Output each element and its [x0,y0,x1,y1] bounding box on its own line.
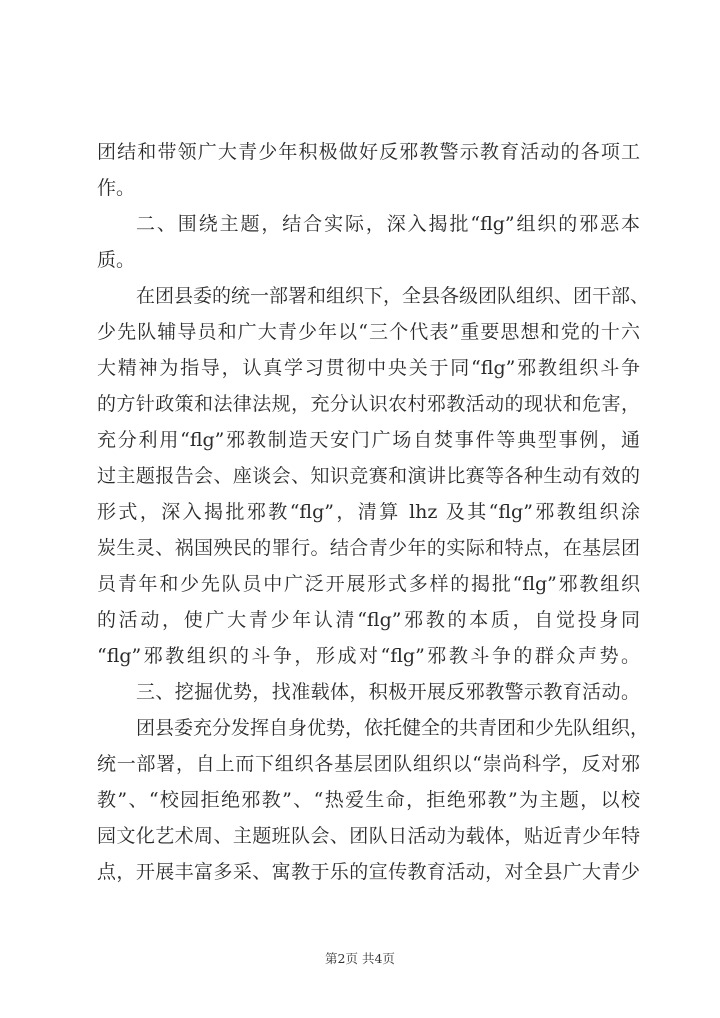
text-line: 园文化艺术周、主题班队会、团队日活动为载体，贴近青少年特 [97,825,640,847]
text-line: 点，开展丰富多采、寓教于乐的宣传教育活动，对全县广大青少 [97,861,640,883]
text-line: 少先队辅导员和广大青少年以“三个代表”重要思想和党的十六 [97,321,640,343]
text-line: 炭生灵、祸国殃民的罪行。结合青少年的实际和特点，在基层团 [97,537,640,559]
text-line: 充分利用“flg”邪教制造天安门广场自焚事件等典型事例，通 [97,429,640,451]
text-line: 过主题报告会、座谈会、知识竞赛和演讲比赛等各种生动有效的 [97,465,640,487]
page-footer: 第2页 共4页 [325,951,395,966]
paragraph-first-line: 在团县委的统一部署和组织下，全县各级团队组织、团干部、 [136,285,650,307]
text-line: 形式，深入揭批邪教“flg”，清算 lhz 及其“flg”邪教组织涂 [97,501,640,523]
paragraph-first-line: 三、挖掘优势，找准载体，积极开展反邪教警示教育活动。 [136,681,640,703]
text-line: 质。 [97,249,136,271]
paragraph-first-line: 团县委充分发挥自身优势，依托健全的共青团和少先队组织， [136,717,650,739]
text-line: 的方针政策和法律法规，充分认识农村邪教活动的现状和危害， [97,393,640,415]
text-line: 统一部署，自上而下组织各基层团队组织以“崇尚科学，反对邪 [97,753,640,775]
text-line: “flg”邪教组织的斗争，形成对“flg”邪教斗争的群众声势。 [97,645,640,667]
paragraph-first-line: 二、围绕主题，结合实际，深入揭批“flg”组织的邪恶本 [136,213,640,235]
text-line: 团结和带领广大青少年积极做好反邪教警示教育活动的各项工 [97,141,640,163]
text-line: 教”、“校园拒绝邪教”、“热爱生命，拒绝邪教”为主题，以校 [97,789,640,811]
text-line: 员青年和少先队员中广泛开展形式多样的揭批“flg”邪教组织 [97,573,640,595]
text-line: 作。 [97,177,136,199]
text-line: 的活动，使广大青少年认清“flg”邪教的本质，自觉投身同 [97,609,640,631]
text-line: 大精神为指导，认真学习贯彻中央关于同“flg”邪教组织斗争 [97,357,640,379]
